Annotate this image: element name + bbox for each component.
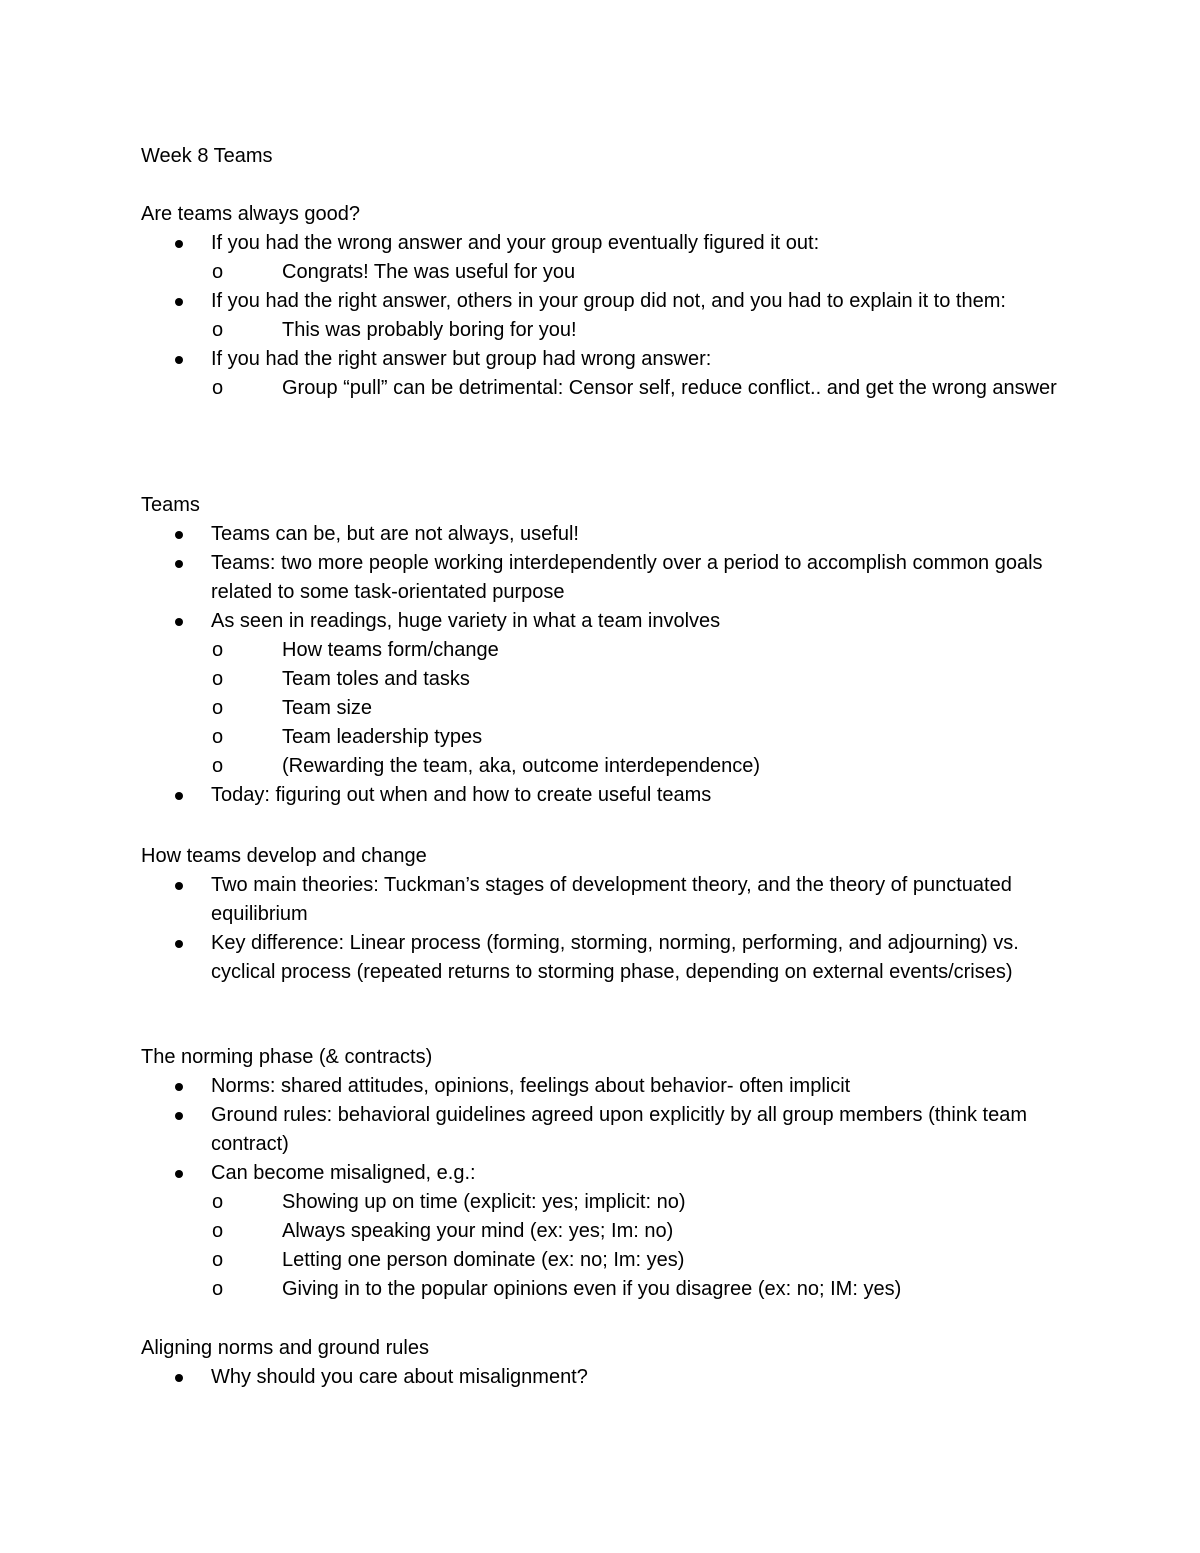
bullet-list <box>0 520 1200 810</box>
bullet-dot-icon <box>175 560 183 568</box>
bullet-text: Ground rules: behavioral guidelines agreed upon explicitly by all group members (think team contract) <box>211 1104 1027 1155</box>
list-item <box>0 1159 1061 1304</box>
sub-item-text: Showing up on time (explicit: yes; implicit: no) <box>282 1191 686 1213</box>
sub-item-text: Group “pull” can be detrimental: Censor self, reduce conflict.. and get the wrong answer <box>282 377 1057 399</box>
sub-item-text: How teams form/change <box>282 639 499 661</box>
bullet-text: Two main theories: Tuckman’s stages of development theory, and the theory of punctuated equilibrium <box>211 874 1012 925</box>
circle-bullet-icon: o <box>212 755 224 777</box>
sub-item-text: Always speaking your mind (ex: yes; Im: no) <box>282 1220 674 1242</box>
bullet-text: If you had the right answer, others in your group did not, and you had to explain it to them: <box>211 290 1006 312</box>
bullet-text: If you had the wrong answer and your group eventually figured it out: <box>211 232 820 254</box>
sub-list <box>211 258 1061 287</box>
sub-list-item <box>140 752 1062 781</box>
bullet-text: If you had the right answer but group had wrong answer: <box>211 348 712 370</box>
sub-list-item <box>140 1217 1062 1246</box>
bullet-list <box>0 229 1200 403</box>
document-title: Week 8 Teams <box>141 145 273 167</box>
list-item <box>0 1072 1061 1101</box>
bullet-dot-icon <box>175 882 183 890</box>
bullet-text: Norms: shared attitudes, opinions, feelings about behavior- often implicit <box>211 1075 851 1097</box>
circle-bullet-icon: o <box>212 1278 224 1300</box>
bullet-text: Teams: two more people working interdependently over a period to accomplish common goals related to some task-orientated purpose <box>211 552 1043 603</box>
list-item <box>0 929 1061 987</box>
sub-item-text: Team size <box>282 697 373 719</box>
circle-bullet-icon: o <box>212 1220 224 1242</box>
sub-list-item <box>140 258 1062 287</box>
list-item <box>0 287 1061 345</box>
list-item <box>0 781 1061 810</box>
circle-bullet-icon: o <box>212 697 224 719</box>
sub-list <box>211 374 1061 403</box>
list-item <box>0 520 1061 549</box>
bullet-text: As seen in readings, huge variety in what a team involves <box>211 610 721 632</box>
sub-list-item <box>140 694 1062 723</box>
bullet-dot-icon <box>175 1374 183 1382</box>
bullet-dot-icon <box>175 1083 183 1091</box>
sub-list-item <box>140 636 1062 665</box>
circle-bullet-icon: o <box>212 1249 224 1271</box>
sub-list-item <box>140 723 1062 752</box>
bullet-dot-icon <box>175 356 183 364</box>
circle-bullet-icon: o <box>212 668 224 690</box>
sub-list <box>211 636 1061 781</box>
bullet-list <box>0 1072 1200 1304</box>
sub-item-text: Team toles and tasks <box>282 668 470 690</box>
sub-list <box>211 1188 1061 1304</box>
list-item <box>0 549 1061 607</box>
section-heading: How teams develop and change <box>141 845 427 867</box>
bullet-dot-icon <box>175 298 183 306</box>
section-heading: Teams <box>141 494 200 516</box>
bullet-list <box>0 871 1200 987</box>
bullet-dot-icon <box>175 1170 183 1178</box>
list-item <box>0 607 1061 781</box>
bullet-dot-icon <box>175 940 183 948</box>
bullet-text: Can become misaligned, e.g.: <box>211 1162 476 1184</box>
sub-list-item <box>140 374 1062 403</box>
bullet-text: Teams can be, but are not always, useful! <box>211 523 579 545</box>
circle-bullet-icon: o <box>212 726 224 748</box>
list-item <box>0 345 1061 403</box>
section-heading: Are teams always good? <box>141 203 361 225</box>
sub-list-item <box>140 316 1062 345</box>
circle-bullet-icon: o <box>212 261 224 283</box>
section-heading: Aligning norms and ground rules <box>141 1337 429 1359</box>
circle-bullet-icon: o <box>212 639 224 661</box>
sub-item-text: This was probably boring for you! <box>282 319 577 341</box>
circle-bullet-icon: o <box>212 377 224 399</box>
sub-item-text: Giving in to the popular opinions even if you disagree (ex: no; IM: yes) <box>282 1278 902 1300</box>
sub-list-item <box>140 1275 1062 1304</box>
bullet-dot-icon <box>175 240 183 248</box>
sub-item-text: Letting one person dominate (ex: no; Im: yes) <box>282 1249 685 1271</box>
circle-bullet-icon: o <box>212 319 224 341</box>
list-item <box>0 229 1061 287</box>
sub-list-item <box>140 665 1062 694</box>
list-item <box>0 871 1061 929</box>
bullet-text: Why should you care about misalignment? <box>211 1366 588 1388</box>
sub-list-item <box>140 1188 1062 1217</box>
bullet-dot-icon <box>175 618 183 626</box>
bullet-dot-icon <box>175 792 183 800</box>
circle-bullet-icon: o <box>212 1191 224 1213</box>
bullet-text: Key difference: Linear process (forming, storming, norming, performing, and adjourning) vs. cyclical process (repeated returns to storming phase, depending on external events/crises) <box>211 932 1019 983</box>
sub-item-text: (Rewarding the team, aka, outcome interdependence) <box>282 755 761 777</box>
sub-list <box>211 316 1061 345</box>
bullet-text: Today: figuring out when and how to create useful teams <box>211 784 712 806</box>
sub-item-text: Team leadership types <box>282 726 483 748</box>
section-heading: The norming phase (& contracts) <box>141 1046 433 1068</box>
bullet-dot-icon <box>175 531 183 539</box>
sub-item-text: Congrats! The was useful for you <box>282 261 576 283</box>
bullet-dot-icon <box>175 1112 183 1120</box>
list-item <box>0 1363 1061 1392</box>
sub-list-item <box>140 1246 1062 1275</box>
list-item <box>0 1101 1061 1159</box>
bullet-list <box>0 1363 1200 1392</box>
